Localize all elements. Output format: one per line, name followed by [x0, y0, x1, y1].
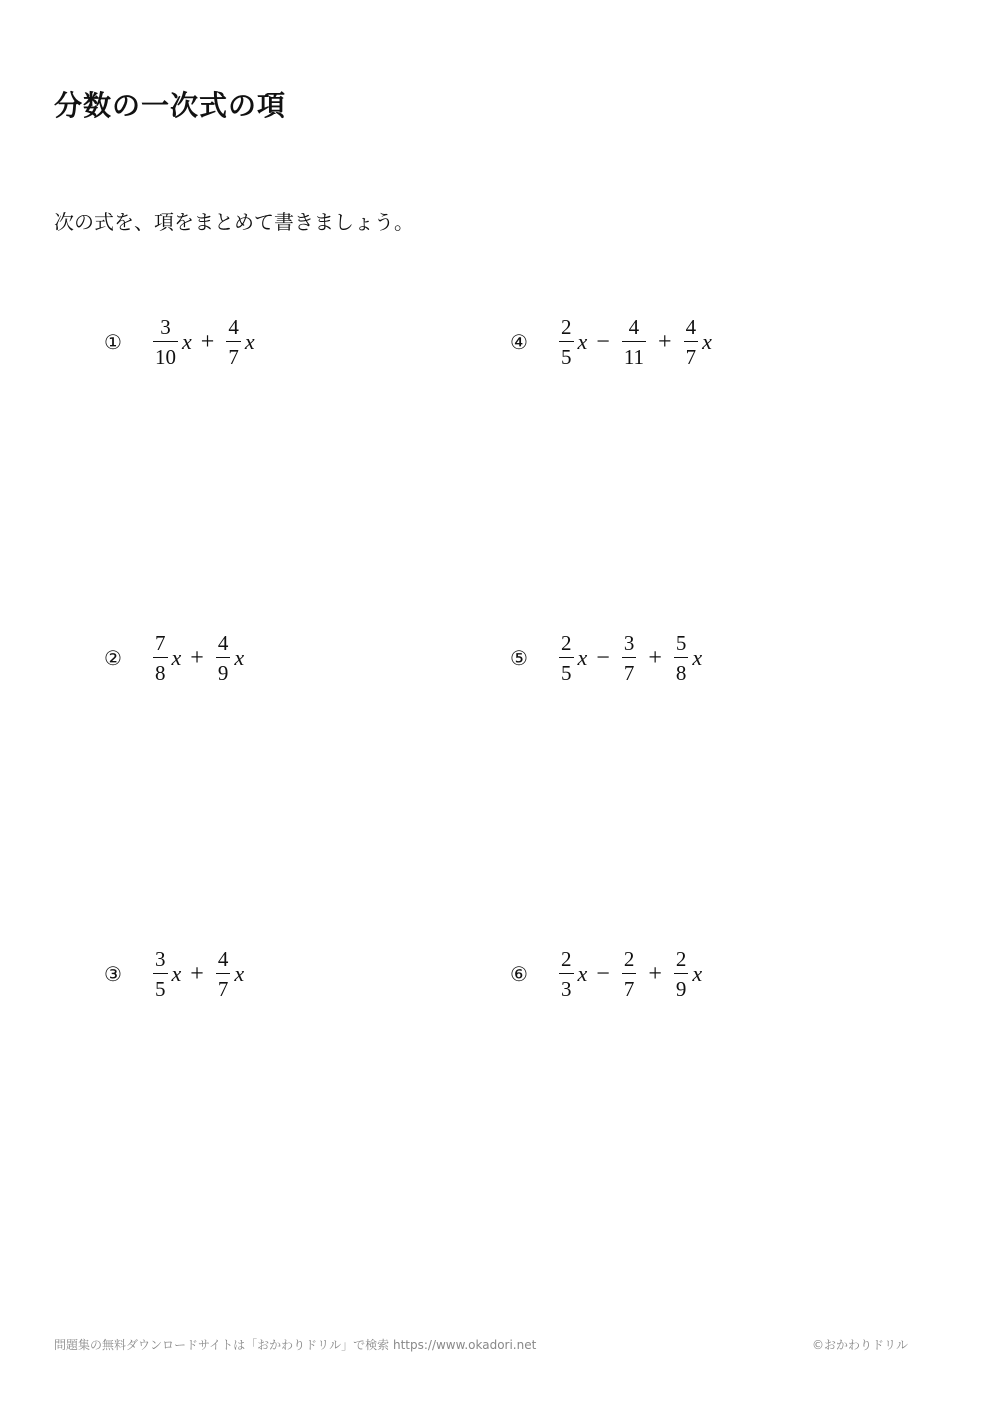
problem-number: ⑥	[510, 962, 528, 986]
numerator: 3	[155, 946, 166, 971]
variable: x	[234, 645, 245, 670]
numerator: 4	[628, 314, 640, 339]
numerator: 5	[675, 630, 687, 655]
problem-2	[104, 626, 244, 690]
footer-copyright: ©おかわりドリル	[811, 1338, 908, 1352]
fraction	[216, 947, 231, 1002]
fraction	[153, 947, 168, 1002]
variable: x	[702, 329, 712, 354]
fraction-term	[556, 631, 587, 686]
fraction	[226, 315, 241, 370]
fraction-bar	[226, 341, 241, 343]
fraction	[153, 631, 168, 686]
operator: +	[190, 644, 204, 671]
fraction	[674, 947, 689, 1002]
fraction-bar	[622, 341, 646, 343]
fraction-bar	[684, 341, 699, 343]
variable: x	[577, 961, 588, 986]
denominator: 5	[561, 661, 572, 686]
fraction-term	[671, 947, 702, 1002]
fraction-bar	[153, 973, 168, 975]
denominator: 9	[675, 977, 687, 1002]
denominator: 7	[685, 345, 697, 370]
variable: x	[234, 961, 245, 986]
fraction-bar	[674, 973, 689, 975]
fraction-term	[681, 315, 712, 370]
fraction	[674, 631, 689, 686]
operator: −	[596, 328, 610, 355]
numerator: 3	[623, 630, 635, 655]
fraction-term	[150, 631, 181, 686]
problem-number: ⑤	[510, 646, 528, 670]
denominator: 7	[623, 661, 635, 686]
problem-6	[510, 942, 702, 1006]
fraction-bar	[559, 973, 574, 975]
numerator: 2	[561, 946, 572, 971]
problem-number: ④	[510, 330, 528, 354]
fraction-term	[619, 315, 649, 370]
numerator: 4	[217, 946, 229, 971]
variable: x	[692, 645, 703, 670]
denominator: 8	[155, 661, 166, 686]
fraction	[622, 315, 646, 370]
variable: x	[171, 645, 182, 670]
fraction	[216, 631, 231, 686]
numerator: 4	[217, 630, 229, 655]
numerator: 2	[623, 946, 635, 971]
fraction-bar	[622, 657, 637, 659]
denominator: 7	[623, 977, 635, 1002]
fraction	[622, 947, 637, 1002]
variable: x	[171, 961, 182, 986]
numerator: 3	[160, 314, 171, 339]
variable: x	[182, 329, 192, 354]
denominator: 5	[155, 977, 166, 1002]
fraction-term	[213, 947, 244, 1002]
problem-1	[104, 310, 255, 374]
page-title: 分数の一次式の項	[54, 89, 287, 122]
fraction-term	[671, 631, 702, 686]
fraction-bar	[559, 341, 574, 343]
fraction-bar	[674, 657, 689, 659]
variable: x	[692, 961, 703, 986]
problem-number: ②	[104, 646, 122, 670]
numerator: 4	[228, 314, 239, 339]
problem-4	[510, 310, 712, 374]
denominator: 11	[623, 345, 645, 370]
fraction	[622, 631, 637, 686]
fraction	[153, 315, 178, 370]
fraction-bar	[153, 657, 168, 659]
numerator: 2	[561, 314, 572, 339]
fraction	[559, 315, 574, 370]
fraction-term	[223, 315, 254, 370]
denominator: 7	[228, 345, 239, 370]
problem-3	[104, 942, 244, 1006]
fraction-bar	[216, 657, 231, 659]
denominator: 3	[561, 977, 572, 1002]
variable: x	[577, 645, 588, 670]
denominator: 10	[155, 345, 176, 370]
fraction-term	[556, 947, 587, 1002]
fraction-term	[619, 947, 640, 1002]
denominator: 9	[217, 661, 229, 686]
instruction-text: 次の式を、項をまとめて書きましょう。	[54, 210, 414, 234]
operator: +	[190, 960, 204, 987]
problem-number: ①	[104, 330, 122, 354]
numerator: 2	[675, 946, 687, 971]
fraction	[559, 631, 574, 686]
fraction	[684, 315, 699, 370]
fraction	[559, 947, 574, 1002]
operator: +	[648, 960, 662, 987]
numerator: 4	[685, 314, 697, 339]
problem-number: ③	[104, 962, 122, 986]
fraction-term	[150, 947, 181, 1002]
fraction-bar	[153, 341, 178, 343]
problem-5	[510, 626, 702, 690]
denominator: 8	[675, 661, 687, 686]
numerator: 7	[155, 630, 166, 655]
operator: −	[596, 960, 610, 987]
operator: −	[596, 644, 610, 671]
variable: x	[577, 329, 588, 354]
denominator: 5	[561, 345, 572, 370]
fraction-bar	[622, 973, 637, 975]
numerator: 2	[561, 630, 572, 655]
operator: +	[658, 328, 672, 355]
fraction-term	[619, 631, 640, 686]
footer-download-note: 問題集の無料ダウンロードサイトは「おかわりドリル」で検索 https://www.okadori.net	[54, 1338, 537, 1352]
fraction-term	[556, 315, 587, 370]
fraction-term	[213, 631, 244, 686]
fraction-bar	[559, 657, 574, 659]
denominator: 7	[217, 977, 229, 1002]
fraction-bar	[216, 973, 231, 975]
operator: +	[200, 328, 215, 355]
variable: x	[244, 329, 255, 354]
fraction-term	[150, 315, 192, 370]
operator: +	[648, 644, 662, 671]
